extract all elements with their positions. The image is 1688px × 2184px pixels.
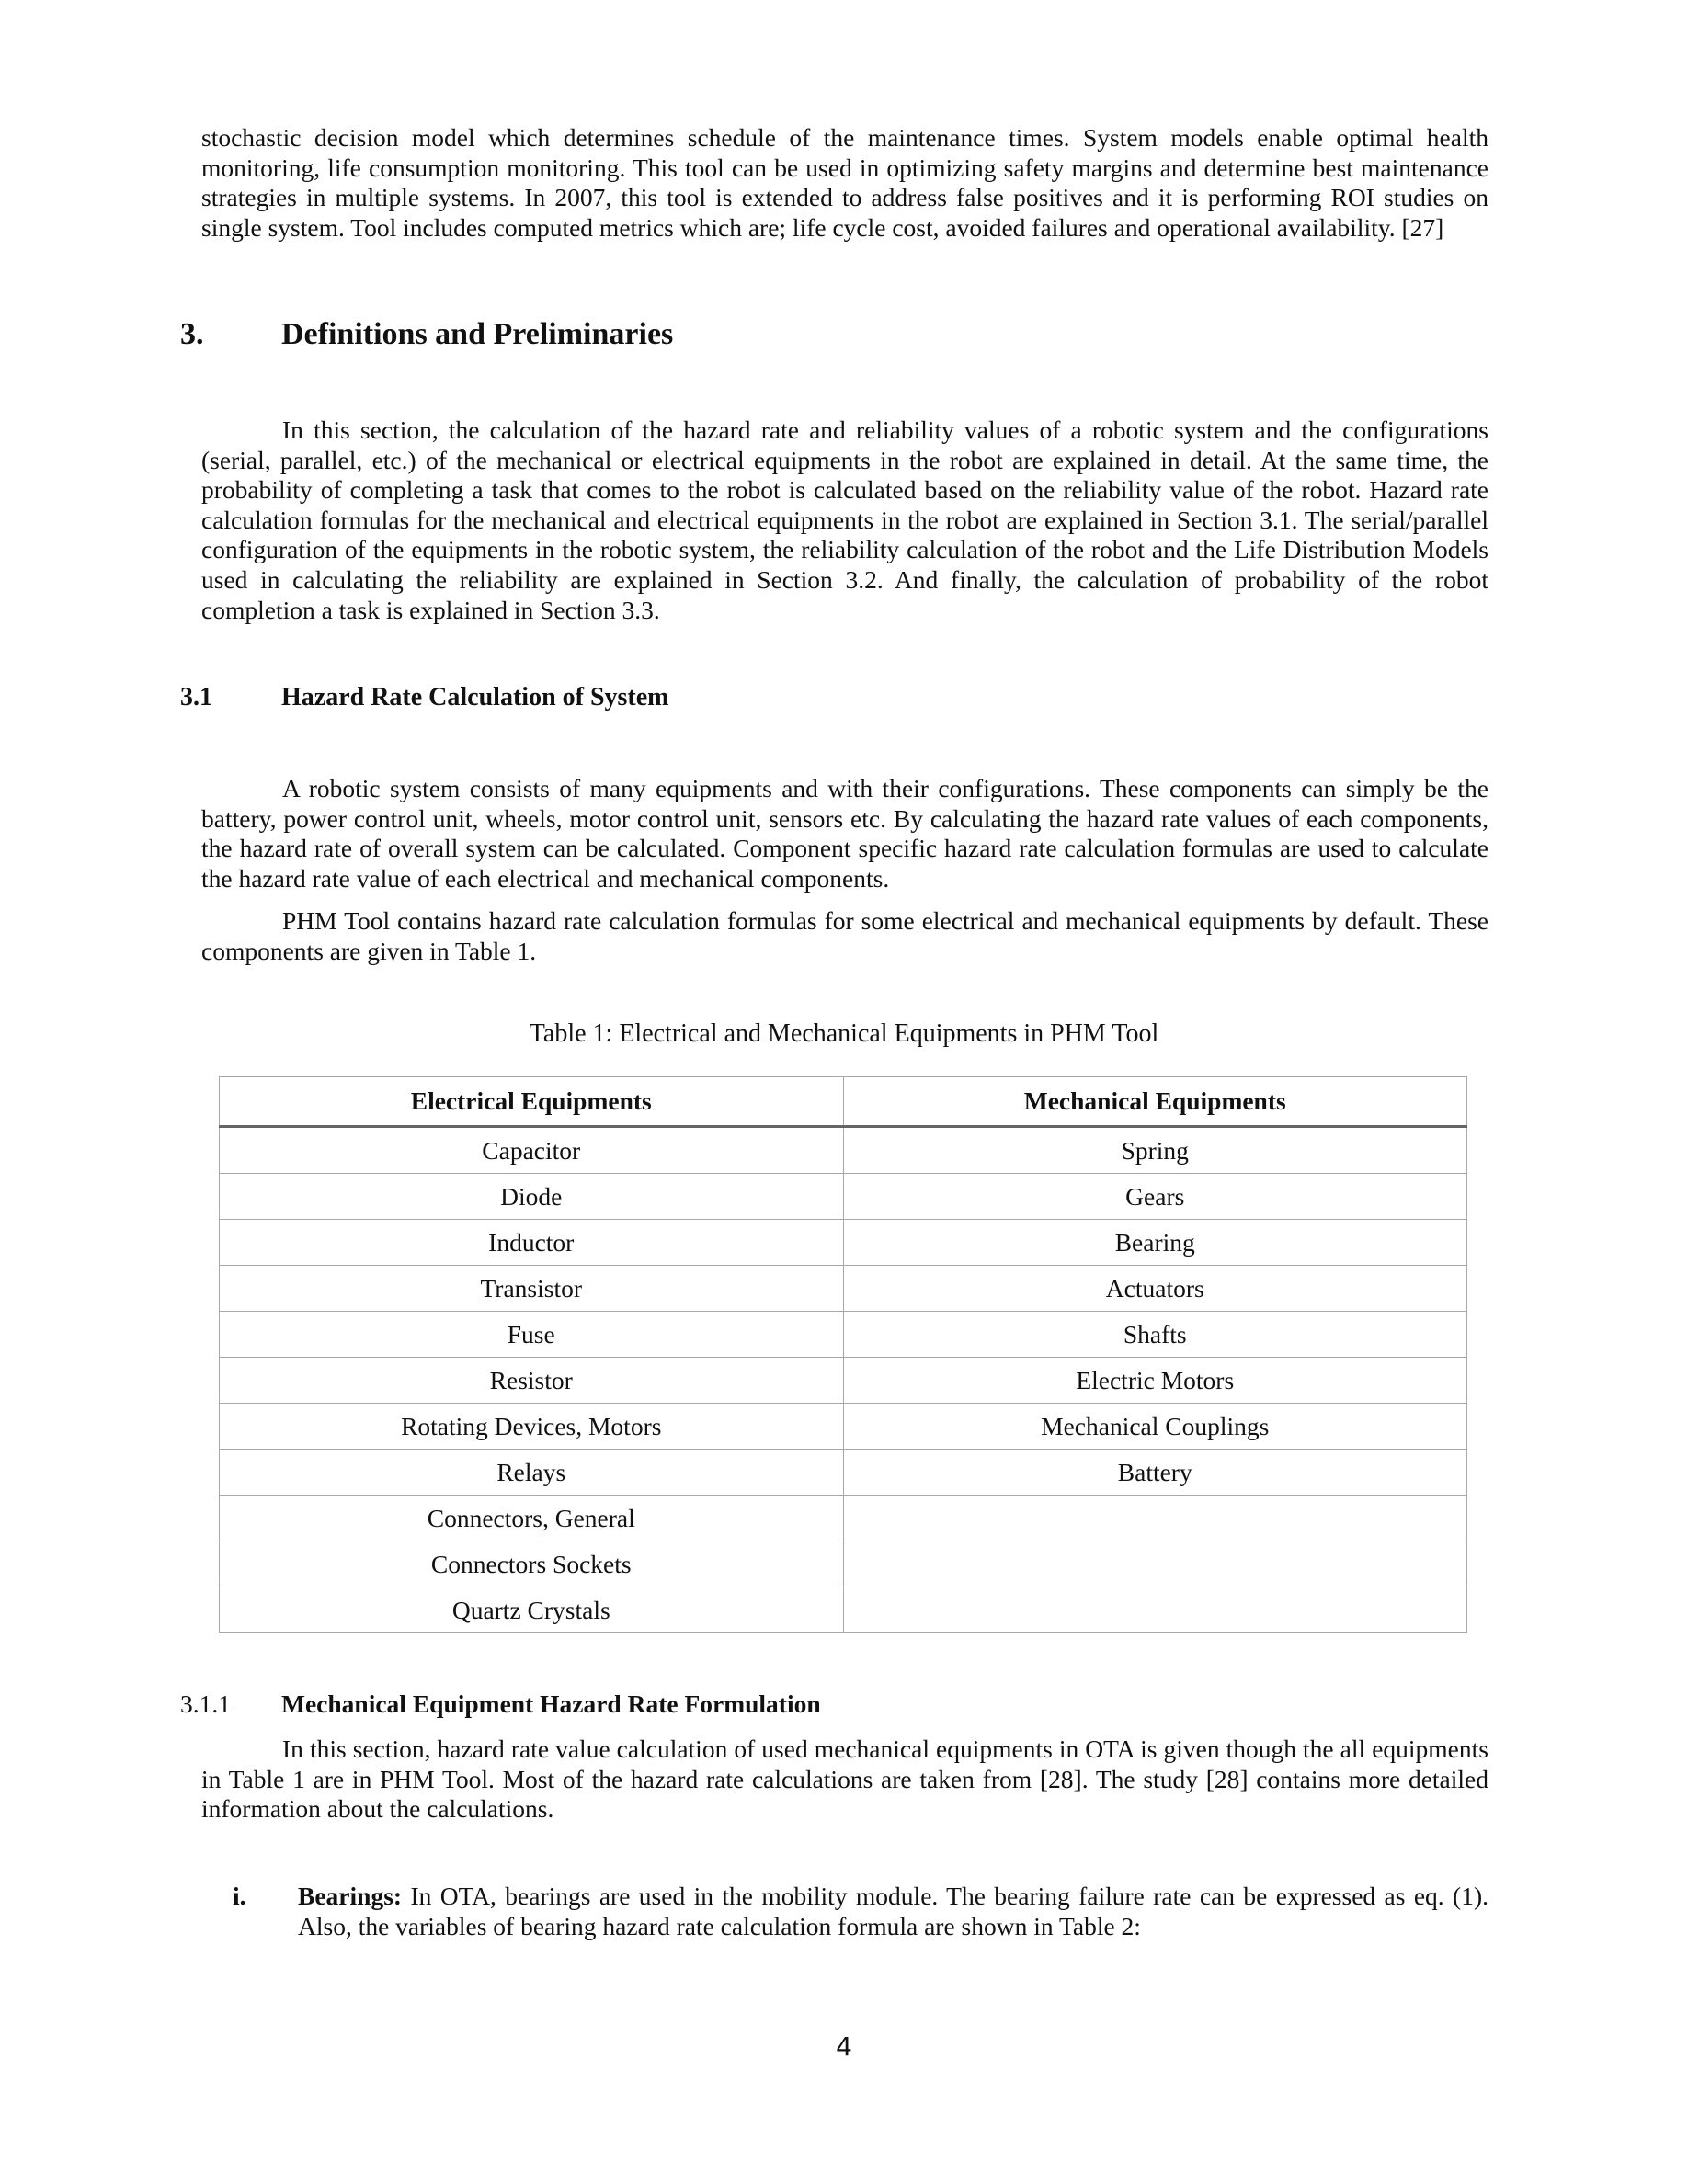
section-3-1-1-number: 3.1.1 — [180, 1689, 231, 1718]
table-row — [220, 1358, 1467, 1404]
table-cell-electrical: Connectors Sockets — [220, 1541, 844, 1587]
table-cell-mechanical — [843, 1541, 1467, 1587]
list-item-marker: i. — [233, 1882, 246, 1910]
table-cell-electrical: Relays — [220, 1450, 844, 1496]
table-cell-mechanical: Gears — [843, 1174, 1467, 1220]
intro-paragraph-text: stochastic decision model which determines schedule of the maintenance times. System models enable optimal health monitoring, life consumption monitoring. This tool can be used in optimizing safety margins and determine best maintenance strategies in multiple systems. In 2007, this tool is extended to address false positives and it is performing ROI studies on single system. Tool includes computed metrics which are; life cycle cost, avoided failures and operational availability. [27] — [201, 123, 1488, 242]
table-cell-mechanical — [843, 1587, 1467, 1633]
table-cell-mechanical: Mechanical Couplings — [843, 1404, 1467, 1450]
table-cell-electrical: Quartz Crystals — [220, 1587, 844, 1633]
table-row — [220, 1587, 1467, 1633]
intro-paragraph — [201, 123, 1488, 243]
table-header-electrical: Electrical Equipments — [220, 1077, 844, 1127]
table-cell-electrical: Fuse — [220, 1312, 844, 1358]
section-3-1-number: 3.1 — [180, 683, 212, 711]
table-cell-electrical: Connectors, General — [220, 1496, 844, 1541]
list-item-text: In OTA, bearings are used in the mobility module. The bearing failure rate can be expressed as eq. (1). Also, the variables of bearing hazard rate calculation formula are shown in Table 2: — [298, 1882, 1488, 1940]
table-row — [220, 1220, 1467, 1266]
table-row — [220, 1496, 1467, 1541]
table-row — [220, 1174, 1467, 1220]
table-cell-electrical: Inductor — [220, 1220, 844, 1266]
table-cell-mechanical: Spring — [843, 1127, 1467, 1174]
table-1 — [219, 1076, 1467, 1633]
table-header-mechanical: Mechanical Equipments — [843, 1077, 1467, 1127]
table-cell-electrical: Transistor — [220, 1266, 844, 1312]
section-3-1-title: Hazard Rate Calculation of System — [281, 683, 669, 711]
table-row — [220, 1266, 1467, 1312]
table-cell-electrical: Diode — [220, 1174, 844, 1220]
section-3-1-1-heading — [180, 1689, 821, 1719]
section-3-paragraph — [201, 415, 1488, 625]
page-number: 4 — [836, 2031, 852, 2062]
table-row — [220, 1541, 1467, 1587]
table-cell-electrical: Resistor — [220, 1358, 844, 1404]
list-item-body — [298, 1882, 1488, 1941]
section-3-heading — [180, 317, 673, 352]
table-row — [220, 1450, 1467, 1496]
table-cell-electrical: Capacitor — [220, 1127, 844, 1174]
list-item-label: Bearings: — [298, 1882, 403, 1910]
table-row — [220, 1404, 1467, 1450]
table-row — [220, 1127, 1467, 1174]
table-cell-mechanical — [843, 1496, 1467, 1541]
section-3-1-paragraph-1-text: A robotic system consists of many equipments and with their configurations. These components can simply be the battery, power control unit, wheels, motor control unit, sensors etc. By calculating the hazard rate values of each components, the hazard rate of overall system can be calculated. Component specific hazard rate calculation formulas are used to calculate the hazard rate value of each electrical and mechanical components. — [201, 774, 1488, 893]
table-cell-electrical: Rotating Devices, Motors — [220, 1404, 844, 1450]
table-cell-mechanical: Bearing — [843, 1220, 1467, 1266]
table-cell-mechanical: Actuators — [843, 1266, 1467, 1312]
section-3-number: 3. — [180, 317, 204, 351]
section-3-1-paragraph-2 — [201, 906, 1488, 966]
table-cell-mechanical: Battery — [843, 1450, 1467, 1496]
section-3-1-heading — [180, 683, 669, 712]
table-cell-mechanical: Shafts — [843, 1312, 1467, 1358]
section-3-paragraph-text: In this section, the calculation of the hazard rate and reliability values of a robotic system and the configurations (serial, parallel, etc.) of the mechanical or electrical equipments in the robot are explained in detail. At the same time, the probability of completing a task that comes to the robot is calculated based on the reliability value of the robot. Hazard rate calculation formulas for the mechanical and electrical equipments in the robot are explained in Section 3.1. The serial/parallel configuration of the equipments in the robotic system, the reliability calculation of the robot and the Life Distribution Models used in calculating the reliability are explained in Section 3.2. And finally, the calculation of probability of the robot completion a task is explained in Section 3.3. — [201, 415, 1488, 624]
section-3-1-paragraph-2-text: PHM Tool contains hazard rate calculation formulas for some electrical and mechanical equipments by default. These components are given in Table 1. — [201, 906, 1488, 965]
section-3-1-1-title: Mechanical Equipment Hazard Rate Formulation — [281, 1689, 821, 1718]
section-3-title: Definitions and Preliminaries — [281, 317, 674, 351]
section-3-1-1-paragraph-text: In this section, hazard rate value calculation of used mechanical equipments in OTA is given though the all equipments in Table 1 are in PHM Tool. Most of the hazard rate calculations are taken from [28]. The study [28] contains more detailed information about the calculations. — [201, 1735, 1488, 1824]
table-1-caption: Table 1: Electrical and Mechanical Equipments in PHM Tool — [529, 1019, 1159, 1048]
section-3-1-paragraph-1 — [201, 774, 1488, 893]
table-row — [220, 1312, 1467, 1358]
table-header-row — [220, 1077, 1467, 1127]
section-3-1-1-paragraph — [201, 1735, 1488, 1825]
list-item-bearings — [201, 1882, 1488, 1941]
table-cell-mechanical: Electric Motors — [843, 1358, 1467, 1404]
